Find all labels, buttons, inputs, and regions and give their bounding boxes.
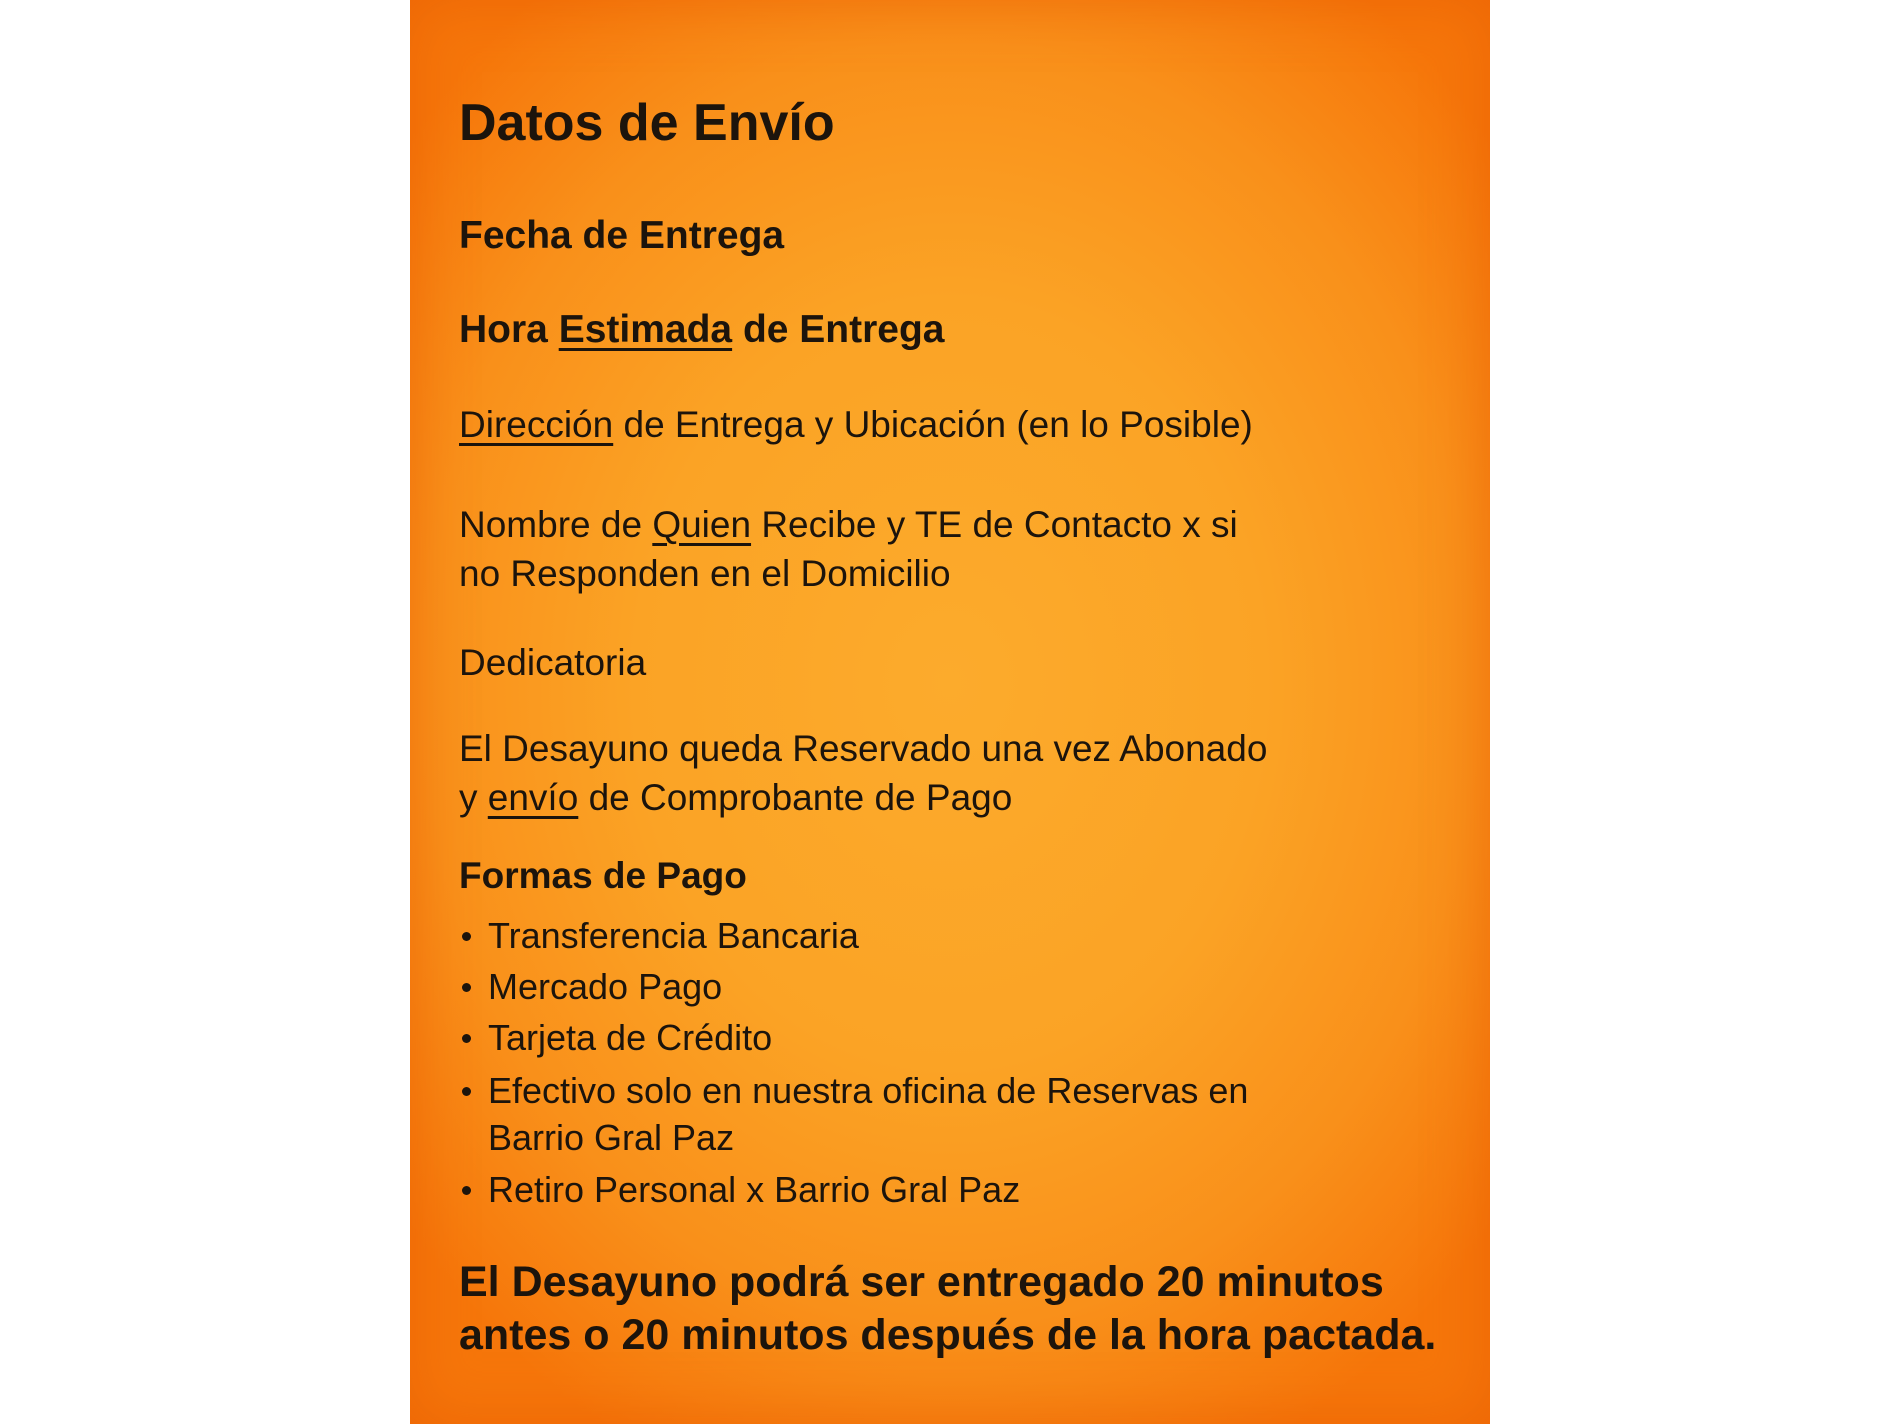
payment-method-tarjeta: Tarjeta de Crédito — [488, 1017, 773, 1058]
nombre-text-underlined: Quien — [652, 504, 752, 545]
fecha-entrega-label: Fecha de Entrega — [459, 214, 785, 257]
nombre-text-before: Nombre de — [459, 504, 653, 545]
direccion-text-underlined: Dirección — [459, 404, 614, 445]
notice-line-2: antes o 20 minutos después de la hora pactada. — [459, 1311, 1437, 1359]
dedicatoria-label: Dedicatoria — [459, 642, 647, 683]
reserva-text-after: de Comprobante de Pago — [578, 777, 1013, 818]
direccion-label — [459, 400, 1253, 450]
page-title: Datos de Envío — [459, 94, 835, 152]
delivery-window-notice — [459, 1256, 1436, 1362]
payment-method-retiro: Retiro Personal x Barrio Gral Paz — [488, 1169, 1021, 1210]
list-item — [459, 1166, 1248, 1213]
notice-line-1: El Desayuno podrá ser entregado 20 minutos — [459, 1258, 1384, 1306]
payment-method-efectivo-line-2: Barrio Gral Paz — [488, 1117, 735, 1158]
reserva-text-underlined: envío — [487, 777, 579, 818]
hora-text-underlined: Estimada — [558, 308, 733, 351]
reserva-line-1: El Desayuno queda Reservado una vez Abonado — [459, 728, 1268, 769]
direccion-text-after: de Entrega y Ubicación (en lo Posible) — [613, 404, 1253, 445]
nombre-contacto-line-2: no Responden en el Domicilio — [459, 553, 951, 594]
reserva-line-2 — [459, 773, 1012, 823]
nombre-contacto-line-1 — [459, 500, 1238, 550]
hora-entrega-label — [459, 306, 945, 354]
list-item — [459, 1067, 1248, 1161]
shipping-info-card — [410, 0, 1490, 1424]
payment-method-transferencia: Transferencia Bancaria — [488, 915, 859, 956]
hora-text-after: de Entrega — [732, 308, 945, 351]
payment-method-efectivo-line-1: Efectivo solo en nuestra oficina de Reservas en — [488, 1070, 1249, 1111]
payment-methods-list — [459, 912, 1248, 1217]
list-item — [459, 912, 1248, 959]
list-item — [459, 963, 1248, 1010]
payment-method-mercado-pago: Mercado Pago — [488, 966, 723, 1007]
nombre-text-after: Recibe y TE de Contacto x si — [751, 504, 1238, 545]
hora-text-before: Hora — [459, 308, 559, 351]
list-item — [459, 1014, 1248, 1061]
formas-de-pago-heading: Formas de Pago — [459, 855, 747, 896]
reserva-text-before: y — [459, 777, 488, 818]
